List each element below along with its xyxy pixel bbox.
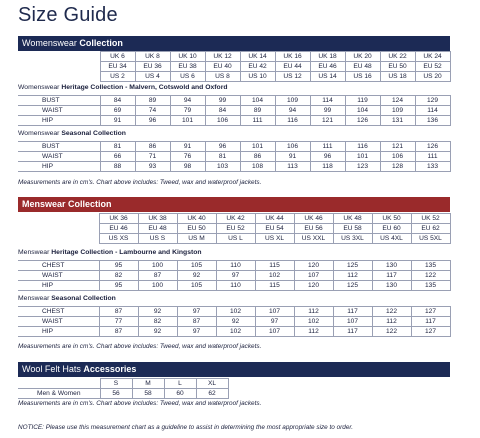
table-cell: 112 xyxy=(372,317,411,327)
table-cell: 112 xyxy=(294,307,333,317)
table-cell: US 5XL xyxy=(411,234,450,244)
table-cell: US 4XL xyxy=(372,234,411,244)
table-row xyxy=(18,152,450,162)
table-row xyxy=(18,142,450,152)
table-cell: UK 48 xyxy=(333,214,372,224)
table-cell: 101 xyxy=(170,116,205,126)
womenswear-band xyxy=(18,36,450,51)
table-cell: UK 38 xyxy=(138,214,177,224)
table-cell: EU 42 xyxy=(240,62,275,72)
table-cell: 127 xyxy=(411,327,450,337)
table-cell: 87 xyxy=(177,317,216,327)
table-cell: 81 xyxy=(100,142,135,152)
menswear-band-bold: Menswear Collection xyxy=(22,199,112,209)
table-cell: 87 xyxy=(138,271,177,281)
table-cell: 101 xyxy=(240,142,275,152)
table-cell: EU 54 xyxy=(255,224,294,234)
table-cell: 123 xyxy=(345,162,380,172)
womenswear-band-label: Womenswear xyxy=(22,38,77,48)
row-label: HIP xyxy=(18,327,99,337)
table-cell: EU 56 xyxy=(294,224,333,234)
table-cell: 102 xyxy=(216,327,255,337)
table-cell: 66 xyxy=(100,152,135,162)
table-cell: UK 10 xyxy=(170,52,205,62)
hats-band xyxy=(18,362,450,377)
table-cell: UK 36 xyxy=(99,214,138,224)
table-cell: 109 xyxy=(380,106,415,116)
table-cell: EU 62 xyxy=(411,224,450,234)
hats-band-bold: Accessories xyxy=(83,364,137,374)
table-cell: 130 xyxy=(372,261,411,271)
table-cell: UK 16 xyxy=(275,52,310,62)
table-cell: US XL xyxy=(255,234,294,244)
menswear-size-table xyxy=(18,213,451,244)
table-cell: UK 46 xyxy=(294,214,333,224)
table-row xyxy=(18,317,450,327)
table-cell: EU 46 xyxy=(99,224,138,234)
table-cell: 111 xyxy=(240,116,275,126)
table-cell: 126 xyxy=(415,142,450,152)
table-cell: 98 xyxy=(170,162,205,172)
notice-text: NOTICE: Please use this measurement chart as a guideline to assist in determining the most appropriate size to order. xyxy=(18,424,354,431)
menswear-heritage-heading: Menswear Heritage Collection - Lambourne and Kingston xyxy=(18,249,202,256)
table-cell: UK 18 xyxy=(310,52,345,62)
table-cell: EU 34 xyxy=(100,62,135,72)
table-cell: US 4 xyxy=(135,72,170,82)
womenswear-seasonal-table xyxy=(18,141,451,172)
table-cell: 104 xyxy=(345,106,380,116)
table-cell: 116 xyxy=(275,116,310,126)
table-cell: 82 xyxy=(138,317,177,327)
table-cell: EU 58 xyxy=(333,224,372,234)
table-cell: UK 42 xyxy=(216,214,255,224)
table-cell: 114 xyxy=(415,106,450,116)
table-cell: 104 xyxy=(240,96,275,106)
table-row xyxy=(18,106,450,116)
table-cell: 93 xyxy=(135,162,170,172)
table-cell: UK 22 xyxy=(380,52,415,62)
table-cell: 106 xyxy=(380,152,415,162)
size-row xyxy=(18,224,450,234)
size-row xyxy=(18,62,450,72)
blank-cell xyxy=(18,62,100,72)
row-label: CHEST xyxy=(18,261,99,271)
table-cell: 124 xyxy=(380,96,415,106)
size-row xyxy=(18,214,450,224)
table-cell: 115 xyxy=(255,261,294,271)
table-cell: UK 6 xyxy=(100,52,135,62)
table-cell: US 16 xyxy=(345,72,380,82)
size-row xyxy=(18,52,450,62)
table-cell: 115 xyxy=(255,281,294,291)
table-cell: EU 60 xyxy=(372,224,411,234)
menswear-seasonal-table xyxy=(18,306,451,337)
table-cell: UK 44 xyxy=(255,214,294,224)
table-cell: US 10 xyxy=(240,72,275,82)
table-cell: US XXL xyxy=(294,234,333,244)
table-cell: 107 xyxy=(294,271,333,281)
table-cell: 107 xyxy=(333,317,372,327)
table-cell: 87 xyxy=(99,307,138,317)
page-title: Size Guide xyxy=(18,4,118,26)
table-cell: EU 44 xyxy=(275,62,310,72)
table-row xyxy=(18,96,450,106)
menswear-note: Measurements are in cm's. Chart above includes: Tweed, wax and waterproof jackets. xyxy=(18,343,262,350)
table-row xyxy=(18,307,450,317)
table-cell: Men & Women xyxy=(18,389,100,399)
table-cell: US 12 xyxy=(275,72,310,82)
table-cell: UK 24 xyxy=(415,52,450,62)
size-row xyxy=(18,234,450,244)
row-label: HIP xyxy=(18,281,99,291)
table-cell: 97 xyxy=(177,327,216,337)
row-label: WAIST xyxy=(18,271,99,281)
size-row xyxy=(18,72,450,82)
table-cell: 79 xyxy=(170,106,205,116)
table-cell: UK 12 xyxy=(205,52,240,62)
table-row xyxy=(18,281,450,291)
table-cell: 117 xyxy=(333,307,372,317)
table-cell: 77 xyxy=(99,317,138,327)
table-cell: 86 xyxy=(240,152,275,162)
table-cell: UK 8 xyxy=(135,52,170,62)
table-cell: 121 xyxy=(310,116,345,126)
table-row xyxy=(18,162,450,172)
table-cell: 125 xyxy=(333,261,372,271)
blank-cell xyxy=(18,224,99,234)
table-cell: 135 xyxy=(411,281,450,291)
row-label: HIP xyxy=(18,162,100,172)
size-row xyxy=(18,379,228,389)
table-cell: US S xyxy=(138,234,177,244)
table-cell: 105 xyxy=(177,261,216,271)
womenswear-seasonal-heading: Womenswear Seasonal Collection xyxy=(18,130,126,137)
table-cell: 135 xyxy=(411,261,450,271)
table-cell: 122 xyxy=(372,327,411,337)
table-cell: 96 xyxy=(310,152,345,162)
table-cell: 130 xyxy=(372,281,411,291)
table-cell: 102 xyxy=(294,317,333,327)
table-cell: 129 xyxy=(415,96,450,106)
table-cell: 131 xyxy=(380,116,415,126)
table-cell: 111 xyxy=(310,142,345,152)
table-cell: 103 xyxy=(205,162,240,172)
table-cell: 111 xyxy=(415,152,450,162)
table-cell: EU 48 xyxy=(138,224,177,234)
row-label: WAIST xyxy=(18,106,100,116)
table-cell: 74 xyxy=(135,106,170,116)
table-row xyxy=(18,116,450,126)
table-cell: EU 50 xyxy=(177,224,216,234)
table-cell: 101 xyxy=(345,152,380,162)
table-cell: US 18 xyxy=(380,72,415,82)
table-cell: 91 xyxy=(100,116,135,126)
table-cell: 84 xyxy=(100,96,135,106)
table-cell: XL xyxy=(196,379,228,389)
table-cell: S xyxy=(100,379,132,389)
table-cell: 110 xyxy=(216,281,255,291)
table-row xyxy=(18,389,228,399)
table-cell: EU 52 xyxy=(216,224,255,234)
row-label: BUST xyxy=(18,96,100,106)
table-cell: US 14 xyxy=(310,72,345,82)
blank-cell xyxy=(18,234,99,244)
table-cell: 112 xyxy=(294,327,333,337)
table-cell: EU 48 xyxy=(345,62,380,72)
row-label: HIP xyxy=(18,116,100,126)
table-cell: 82 xyxy=(99,271,138,281)
table-cell: 86 xyxy=(135,142,170,152)
row-label: WAIST xyxy=(18,152,100,162)
table-cell: 92 xyxy=(138,327,177,337)
table-cell: 117 xyxy=(411,317,450,327)
table-cell: 58 xyxy=(132,389,164,399)
table-cell: 81 xyxy=(205,152,240,162)
womenswear-size-table xyxy=(18,51,451,82)
table-cell: UK 40 xyxy=(177,214,216,224)
blank-cell xyxy=(18,52,100,62)
table-cell: 95 xyxy=(99,261,138,271)
table-cell: 109 xyxy=(275,96,310,106)
table-cell: 97 xyxy=(216,271,255,281)
table-cell: 89 xyxy=(135,96,170,106)
row-label: BUST xyxy=(18,142,100,152)
table-cell: EU 46 xyxy=(310,62,345,72)
table-cell: L xyxy=(164,379,196,389)
table-cell: 136 xyxy=(415,116,450,126)
table-cell: 106 xyxy=(205,116,240,126)
table-cell: US 20 xyxy=(415,72,450,82)
table-cell: 102 xyxy=(216,307,255,317)
table-cell: EU 36 xyxy=(135,62,170,72)
table-cell: 92 xyxy=(216,317,255,327)
table-cell: 102 xyxy=(255,271,294,281)
table-cell: 92 xyxy=(177,271,216,281)
table-cell: 95 xyxy=(99,281,138,291)
blank-cell xyxy=(18,72,100,82)
table-cell: US 8 xyxy=(205,72,240,82)
table-cell: 89 xyxy=(240,106,275,116)
table-cell: 96 xyxy=(135,116,170,126)
table-cell: 106 xyxy=(275,142,310,152)
womenswear-heritage-heading: Womenswear Heritage Collection - Malvern, Cotswold and Oxford xyxy=(18,84,228,91)
table-cell: 110 xyxy=(216,261,255,271)
table-cell: 128 xyxy=(380,162,415,172)
table-cell: 125 xyxy=(333,281,372,291)
table-cell: 105 xyxy=(177,281,216,291)
row-label: CHEST xyxy=(18,307,99,317)
table-cell: 96 xyxy=(205,142,240,152)
table-cell: 108 xyxy=(240,162,275,172)
table-cell: 99 xyxy=(310,106,345,116)
table-cell: UK 20 xyxy=(345,52,380,62)
table-cell: 97 xyxy=(255,317,294,327)
table-cell: US L xyxy=(216,234,255,244)
table-cell: US M xyxy=(177,234,216,244)
table-cell: 113 xyxy=(275,162,310,172)
table-cell: US 3XL xyxy=(333,234,372,244)
table-cell: 91 xyxy=(170,142,205,152)
table-cell: 56 xyxy=(100,389,132,399)
table-cell: 84 xyxy=(205,106,240,116)
table-cell: US XS xyxy=(99,234,138,244)
table-cell: 114 xyxy=(310,96,345,106)
table-cell: 133 xyxy=(415,162,450,172)
table-cell: 122 xyxy=(372,307,411,317)
blank-cell xyxy=(18,214,99,224)
table-cell: 76 xyxy=(170,152,205,162)
table-row xyxy=(18,327,450,337)
table-cell: UK 14 xyxy=(240,52,275,62)
table-cell: EU 50 xyxy=(380,62,415,72)
table-cell: 94 xyxy=(170,96,205,106)
table-cell: 121 xyxy=(380,142,415,152)
table-row xyxy=(18,261,450,271)
table-cell: 119 xyxy=(345,96,380,106)
table-cell: 117 xyxy=(372,271,411,281)
table-cell: 69 xyxy=(100,106,135,116)
table-row xyxy=(18,271,450,281)
table-cell: 120 xyxy=(294,261,333,271)
table-cell: 107 xyxy=(255,307,294,317)
table-cell: US 6 xyxy=(170,72,205,82)
blank-cell xyxy=(18,379,100,389)
table-cell: US 2 xyxy=(100,72,135,82)
womenswear-band-bold: Collection xyxy=(79,38,123,48)
table-cell: 99 xyxy=(205,96,240,106)
table-cell: 100 xyxy=(138,281,177,291)
hats-note: Measurements are in cm's. Chart above includes: Tweed, wax and waterproof jackets. xyxy=(18,400,262,407)
table-cell: UK 52 xyxy=(411,214,450,224)
table-cell: 92 xyxy=(138,307,177,317)
table-cell: 97 xyxy=(177,307,216,317)
table-cell: 94 xyxy=(275,106,310,116)
table-cell: 118 xyxy=(310,162,345,172)
table-cell: 87 xyxy=(99,327,138,337)
table-cell: 122 xyxy=(411,271,450,281)
table-cell: 62 xyxy=(196,389,228,399)
table-cell: 100 xyxy=(138,261,177,271)
table-cell: 117 xyxy=(333,327,372,337)
table-cell: 126 xyxy=(345,116,380,126)
menswear-heritage-table xyxy=(18,260,451,291)
womenswear-heritage-table xyxy=(18,95,451,126)
table-cell: 91 xyxy=(275,152,310,162)
womenswear-note: Measurements are in cm's. Chart above includes: Tweed, wax and waterproof jackets. xyxy=(18,179,262,186)
table-cell: 60 xyxy=(164,389,196,399)
menswear-band xyxy=(18,197,450,212)
menswear-seasonal-heading: Menswear Seasonal Collection xyxy=(18,295,116,302)
table-cell: 71 xyxy=(135,152,170,162)
row-label: WAIST xyxy=(18,317,99,327)
table-cell: EU 52 xyxy=(415,62,450,72)
table-cell: 116 xyxy=(345,142,380,152)
hats-size-table xyxy=(18,378,229,399)
table-cell: 120 xyxy=(294,281,333,291)
table-cell: 112 xyxy=(333,271,372,281)
table-cell: 127 xyxy=(411,307,450,317)
table-cell: 107 xyxy=(255,327,294,337)
hats-band-label: Wool Felt Hats xyxy=(22,364,81,374)
table-cell: 88 xyxy=(100,162,135,172)
table-cell: M xyxy=(132,379,164,389)
table-cell: UK 50 xyxy=(372,214,411,224)
table-cell: EU 38 xyxy=(170,62,205,72)
table-cell: EU 40 xyxy=(205,62,240,72)
